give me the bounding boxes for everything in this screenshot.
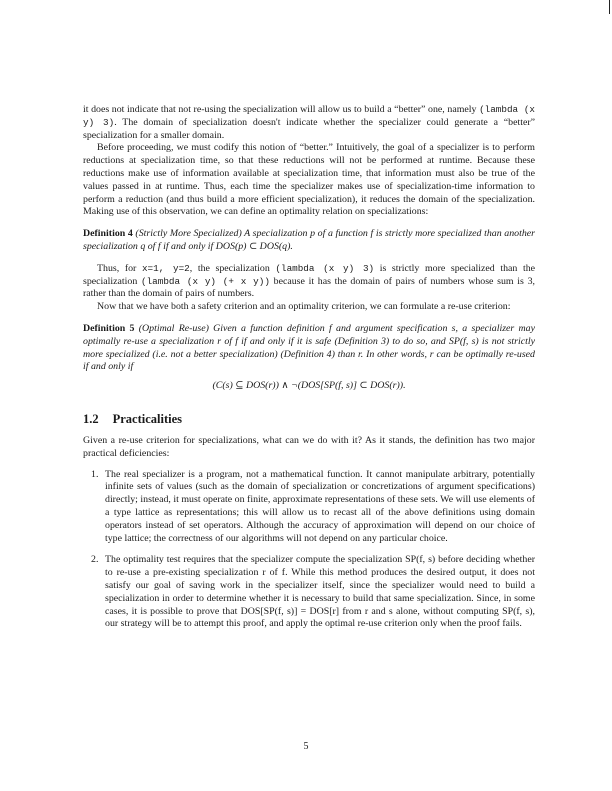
- list-marker: 1.: [91, 468, 99, 480]
- section-title: Practicalities: [112, 411, 183, 426]
- list-item: 2. The optimality test requires that the specializer compute the specialization SP(f, s) before deciding whether to re-use a pre-existing specialization r of f. While this method produces the desired output, it does not satisfy our goal of saving work in the specializer itself, since the specializer would need to build a specialization in order to determine whether it is necessary to build that same specialization. Since, in some cases, it is possible to prove that DOS[SP(f, s)] = DOS[r] from r and s alone, without computing SP(f, s), our strategy will be to attempt this proof, and apply the optimal re-use criterion only when the proof fails.: [91, 554, 535, 630]
- definition-body: (Optimal Re-use) Given a function definition f and argument specification s, a specializer may optimally re-use a specialization r of f if and only if it is safe (Definition 3) to do so, and SP(f, s) is not strictly more specialized (i.e. not a better specialization) (Definition 4) than r. In other words, r can be optimally re-used if and only if: [83, 322, 536, 373]
- paragraph-1: it does not indicate that not re-using the specialization will allow us to build a “better” one, namely (lambda (x y) 3). The domain of specialization doesn't indicate whether the specializer could generate a “better” specialization for a smaller domain.: [83, 104, 535, 141]
- paragraph-example: Thus, for x=1, y=2, the specialization (lambda (x y) 3) is strictly more specialized than the specialization (lambda (x y) (+ x y)) because it has the domain of pairs of numbers whose sum is 3, rather than the domain of pairs of numbers.: [83, 262, 536, 300]
- definition-5: [83, 323, 535, 374]
- definition-label: Definition 5: [83, 322, 135, 334]
- definition-4: [83, 228, 535, 254]
- definition-body: (Strictly More Specialized) A specialization p of a function f is strictly more specialized than another specialization q of f if and only if DOS(p) ⊂ DOS(q).: [83, 228, 536, 252]
- paragraph-better: Before proceeding, we must codify this notion of “better.” Intuitively, the goal of a specializer is to perform reductions at specialization time, so that these reductions will not be performed at runtime. Because these reductions make use of information available at specialization time, that information must also be true of the values passed in at runtime. Thus, each time the specializer makes use of specialization-time information to perform a reduction (and thus build a more efficient specialization), it reduces the domain of the specialization. Making use of this observation, we can define an optimality relation on specializations:: [83, 142, 535, 218]
- paragraph-deficiencies: Given a re-use criterion for specializations, what can we do with it? As it stands, the definition has two major practical deficiencies:: [83, 434, 535, 459]
- section-heading: [83, 412, 535, 427]
- list-marker: 2.: [91, 554, 99, 566]
- deficiency-list: [83, 469, 535, 632]
- code-lambda-3: (lambda (x y) 3): [83, 104, 535, 128]
- paragraph-reuse-intro: Now that we have both a safety criterion and an optimality criterion, we can formulate a re-use criterion:: [97, 301, 511, 313]
- section-number: 1.2: [83, 411, 99, 426]
- reuse-formula: (C(s) ⊆ DOS(r)) ∧ ¬(DOS[SP(f, s)] ⊂ DOS(r)).: [212, 380, 406, 392]
- list-item: 1. The real specializer is a program, not a mathematical function. It cannot manipulate arbitrary, potentially infinite sets of values (such as the domain of specialization or concretizations of argument specifications) directly; instead, it must operate on finite, approximate representations of these sets. We will use elements of a type lattice as representations; this will allow us to recast all of the above definitions using domain operators instead of set operators. Although the accuracy of approximation will depend on our choice of type lattice; the correctness of our algorithms will not depend on any particular choice.: [91, 468, 535, 544]
- document-page: [83, 104, 535, 640]
- definition-label: Definition 4: [83, 228, 133, 240]
- page-number: 5: [303, 741, 309, 752]
- page-edge-mark: [609, 0, 610, 14]
